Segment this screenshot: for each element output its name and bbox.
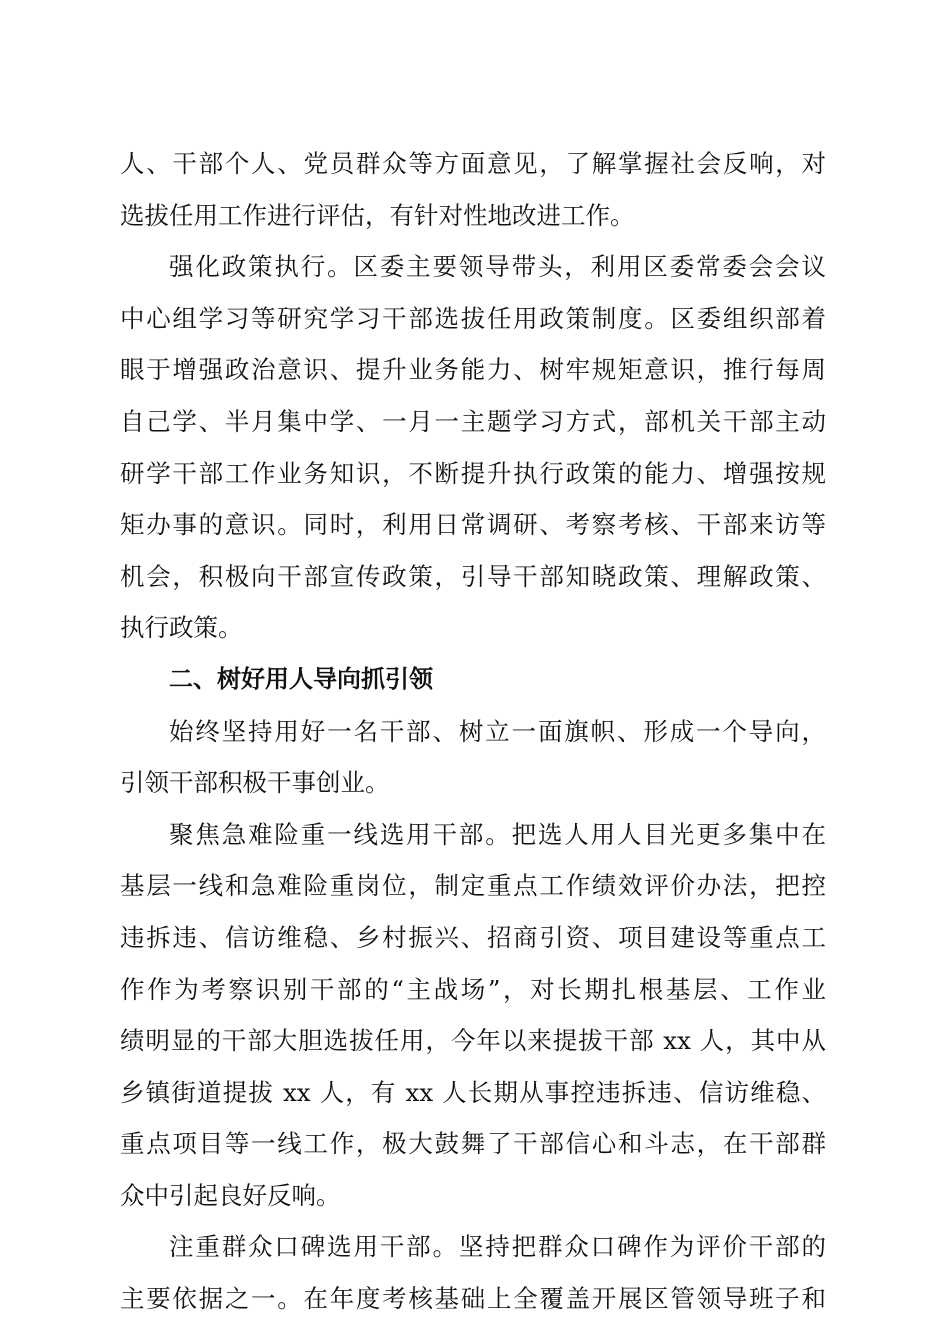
paragraph-frontline <box>120 809 826 1222</box>
document-body <box>120 138 826 1325</box>
text-line: 强化政策执行。区委主要领导带头，利用区委常委会会议 <box>169 252 826 282</box>
text-line: 人、干部个人、党员群众等方面意见，了解掌握社会反响，对 <box>120 149 826 178</box>
text-line: 自己学、半月集中学、一月一主题学习方式，部机关干部主动 <box>120 406 826 436</box>
text-line: 主要依据之一。在年度考核基础上全覆盖开展区管领导班子和 <box>120 1284 826 1314</box>
text-line: 机会，积极向干部宣传政策，引导干部知晓政策、理解政策、 <box>120 561 826 591</box>
text-line: 乡镇街道提拔 xx 人，有 xx 人长期从事控违拆违、信访维稳、 <box>120 1077 826 1107</box>
text-line: 中心组学习等研究学习干部选拔任用政策制度。区委组织部着 <box>120 303 826 333</box>
text-line: 违拆违、信访维稳、乡村振兴、招商引资、项目建设等重点工 <box>120 922 826 952</box>
text-line: 始终坚持用好一名干部、树立一面旗帜、形成一个导向， <box>169 716 826 746</box>
text-line: 选拔任用工作进行评估，有针对性地改进工作。 <box>120 200 635 230</box>
text-line: 作作为考察识别干部的“主战场”，对长期扎根基层、工作业 <box>120 974 826 1004</box>
section-heading: 二、树好用人导向抓引领 <box>169 664 433 693</box>
paragraph-policy-execution <box>120 241 826 654</box>
paragraph-reputation <box>120 1221 826 1324</box>
paragraph-intro <box>120 706 826 809</box>
text-line: 研学干部工作业务知识，不断提升执行政策的能力、增强按规 <box>120 458 826 488</box>
text-line: 眼于增强政治意识、提升业务能力、树牢规矩意识，推行每周 <box>120 355 826 385</box>
text-line: 注重群众口碑选用干部。坚持把群众口碑作为评价干部的 <box>169 1232 826 1262</box>
text-line: 众中引起良好反响。 <box>120 1180 341 1210</box>
text-line: 矩办事的意识。同时，利用日常调研、考察考核、干部来访等 <box>120 510 826 540</box>
text-line: 绩明显的干部大胆选拔任用，今年以来提拔干部 xx 人，其中从 <box>120 1026 826 1056</box>
paragraph-p1-continuation <box>120 138 826 241</box>
text-line: 引领干部积极干事创业。 <box>120 768 390 798</box>
text-line: 基层一线和急难险重岗位，制定重点工作绩效评价办法，把控 <box>120 871 826 901</box>
text-line: 重点项目等一线工作，极大鼓舞了干部信心和斗志，在干部群 <box>120 1129 826 1159</box>
text-line: 聚焦急难险重一线选用干部。把选人用人目光更多集中在 <box>169 819 826 849</box>
text-line: 执行政策。 <box>120 613 243 643</box>
